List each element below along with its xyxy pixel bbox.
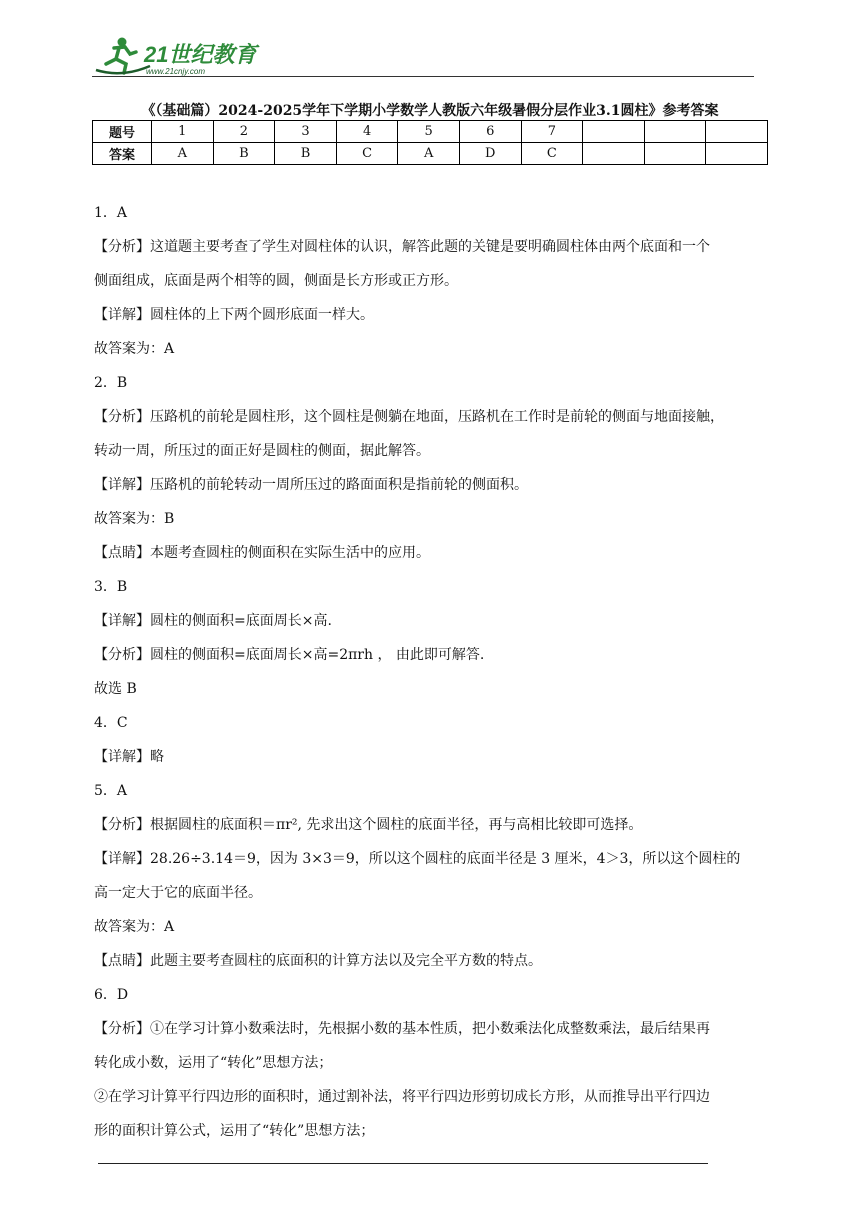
text-line: 【详解】28.26÷3.14＝9，因为 3×3＝9，所以这个圆柱的底面半径是 3 厘米，4＞3，所以这个圆柱的: [94, 851, 741, 867]
text-line: 【分析】圆柱的侧面积=底面周长×高=2πrh ， 由此即可解答.: [94, 647, 485, 663]
text-line: 形的面积计算公式，运用了“转化”思想方法；: [94, 1123, 375, 1139]
table-cell: 7: [521, 121, 583, 143]
table-cell: [583, 121, 645, 143]
table-cell: A: [152, 143, 214, 165]
text-line: 6．D: [94, 987, 129, 1003]
text-line: 【详解】圆柱的侧面积=底面周长×高.: [94, 613, 332, 629]
text-line: 故答案为：B: [94, 511, 175, 527]
row-label-question-number: 题号: [93, 121, 152, 143]
text-line: 故选 B: [94, 681, 137, 697]
text-line: 【详解】压路机的前轮转动一周所压过的路面面积是指前轮的侧面积。: [94, 477, 528, 493]
text-line: 1．A: [94, 205, 128, 221]
text-line: ②在学习计算平行四边形的面积时，通过割补法，将平行四边形剪切成长方形，从而推导出平行四边: [94, 1089, 710, 1105]
text-line: 故答案为：A: [94, 341, 175, 357]
table-cell: 3: [275, 121, 337, 143]
table-cell: 2: [213, 121, 275, 143]
text-line: 【分析】根据圆柱的底面积＝πr², 先求出这个圆柱的底面半径，再与高相比较即可选择。: [94, 817, 643, 833]
table-cell: [644, 143, 706, 165]
table-cell: [706, 121, 768, 143]
table-cell: D: [459, 143, 521, 165]
text-line: 4．C: [94, 715, 128, 731]
table-row: [93, 121, 768, 143]
table-cell: [583, 143, 645, 165]
text-line: 转化成小数，运用了“转化”思想方法；: [94, 1055, 333, 1071]
svg-text:www.21cnjy.com: www.21cnjy.com: [146, 67, 205, 76]
table-cell: 6: [459, 121, 521, 143]
text-line: 【分析】①在学习计算小数乘法时，先根据小数的基本性质，把小数乘法化成整数乘法，最后结果再: [94, 1021, 710, 1037]
table-cell: C: [521, 143, 583, 165]
text-line: 【分析】这道题主要考查了学生对圆柱体的认识，解答此题的关键是要明确圆柱体由两个底面和一个: [94, 239, 710, 255]
text-line: 【详解】略: [94, 749, 164, 765]
svg-text:21世纪教育: 21世纪教育: [144, 42, 257, 67]
text-line: 【详解】圆柱体的上下两个圆形底面一样大。: [94, 307, 374, 323]
answer-table: [92, 120, 768, 165]
runner-logo-icon: [92, 34, 262, 78]
text-line: 侧面组成，底面是两个相等的圆，侧面是长方形或正方形。: [94, 273, 458, 289]
text-line: 2．B: [94, 375, 128, 391]
text-line: 故答案为：A: [94, 919, 175, 935]
table-cell: C: [336, 143, 398, 165]
row-label-answer: 答案: [93, 143, 152, 165]
text-line: 【点睛】本题考查圆柱的侧面积在实际生活中的应用。: [94, 545, 430, 561]
table-cell: 1: [152, 121, 214, 143]
table-cell: B: [213, 143, 275, 165]
table-cell: 5: [398, 121, 460, 143]
text-line: 转动一周，所压过的面正好是圆柱的侧面，据此解答。: [94, 443, 430, 459]
table-cell: B: [275, 143, 337, 165]
table-cell: [644, 121, 706, 143]
table-cell: 4: [336, 121, 398, 143]
text-line: 【点睛】此题主要考查圆柱的底面积的计算方法以及完全平方数的特点。: [94, 953, 542, 969]
text-line: 【分析】压路机的前轮是圆柱形，这个圆柱是侧躺在地面，压路机在工作时是前轮的侧面与地面接触，: [94, 409, 724, 425]
text-line: 高一定大于它的底面半径。: [94, 885, 262, 901]
table-row: [93, 143, 768, 165]
table-cell: A: [398, 143, 460, 165]
footer-divider: [98, 1163, 708, 1164]
logo: [92, 34, 262, 78]
table-cell: [706, 143, 768, 165]
text-line: 3．B: [94, 579, 128, 595]
text-line: 5．A: [94, 783, 128, 799]
document-title: 《（基础篇）2024-2025学年下学期小学数学人教版六年级暑假分层作业3.1圆柱》参考答案: [141, 103, 719, 119]
header-divider: [92, 76, 754, 77]
answer-explanations: [94, 196, 770, 1148]
